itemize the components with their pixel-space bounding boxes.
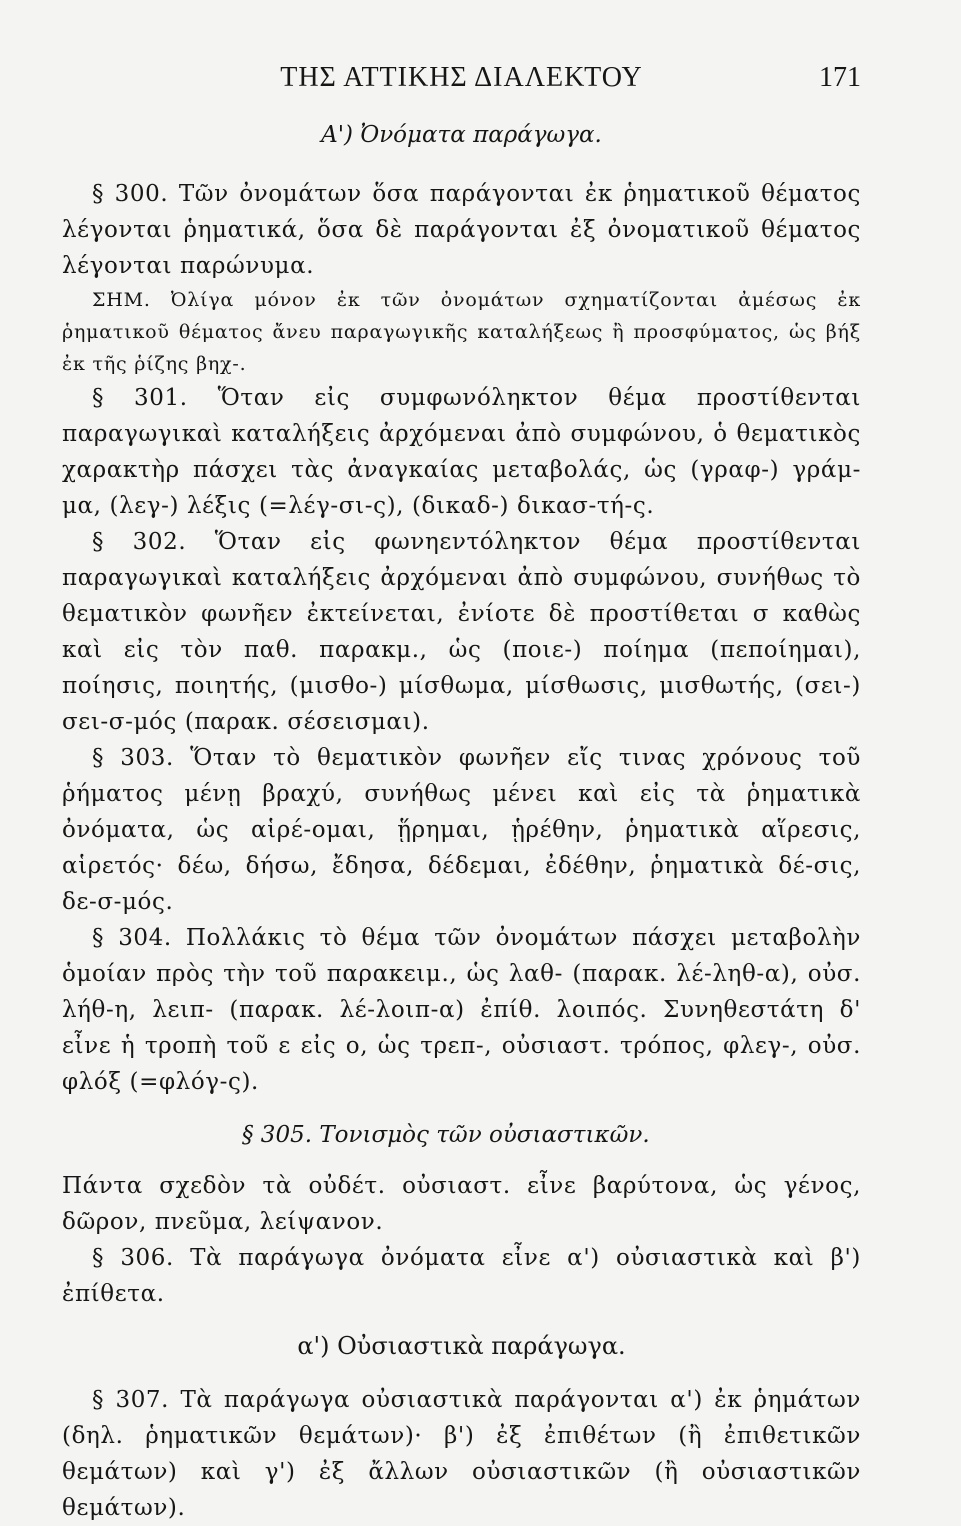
page-header — [62, 62, 861, 102]
paragraph-300: § 300. Τῶν ὀνομάτων ὅσα παράγονται ἐκ ῥηματικοῦ θέματος λέγονται ῥηματικά, ὅσα δὲ παράγονται ἐξ ὀνοματικοῦ θέματος λέγονται παρώνυμα. — [62, 181, 861, 279]
note-paragraph: ΣΗΜ. Ὀλίγα μόνον ἐκ τῶν ὀνομάτων σχηματίζονται ἀμέσως ἐκ ῥηματικοῦ θέματος ἄνευ παραγωγικῆς καταλήξεως ἢ προσφύματος, ὡς βήξ ἐκ τῆς ῥίζης βηχ-. — [62, 289, 861, 375]
paragraph-304: § 304. Πολλάκις τὸ θέμα τῶν ὀνομάτων πάσχει μεταβολὴν ὁμοίαν πρὸς τὴν τοῦ παρακειμ., ὡς λαθ- (παρακ. λέ-ληθ-α), οὐσ. λήθ-η, λειπ- (παρακ. λέ-λοιπ-α) ἐπίθ. λοιπός. Συνηθεστάτη δ' εἶνε ἡ τροπὴ τοῦ ε εἰς ο, ὡς τρεπ-, οὐσιαστ. τρόπος, φλεγ-, οὐσ. φλόξ (=φλόγ-ς). — [62, 925, 861, 1095]
running-head: ΤΗΣ ΑΤΤΙΚΗΣ ΔΙΑΛΕΚΤΟΥ — [280, 62, 643, 93]
paragraph-302: § 302. Ὅταν εἰς φωνηεντόληκτον θέμα προστίθενται παραγωγικαὶ καταλήξεις ἀρχόμεναι ἀπὸ συμφώνου, συνήθως τὸ θεματικὸν φωνῆεν ἐκτείνεται, ἐνίοτε δὲ προστίθεται σ καθὼς καὶ εἰς τὸν παθ. παρακμ., ὡς (ποιε-) ποίημα (πεποίημαι), ποίησις, ποιητής, (μισθο-) μίσθωμα, μίσθωσις, μισθωτής, (σει-) σει-σ-μός (παρακ. σέσεισμαι). — [62, 529, 861, 735]
paragraph-303: § 303. Ὅταν τὸ θεματικὸν φωνῆεν εἴς τινας χρόνους τοῦ ῥήματος μένῃ βραχύ, συνήθως μένει καὶ εἰς τὰ ῥηματικὰ ὀνόματα, ὡς αἱρέ-ομαι, ᾕρημαι, ᾑρέθην, ῥηματικὰ αἵρεσις, αἱρετός· δέω, δήσω, ἔδησα, δέδεμαι, ἐδέθην, ῥηματικὰ δέ-σις, δε-σ-μός. — [62, 745, 861, 915]
paragraph-301: § 301. Ὅταν εἰς συμφωνόληκτον θέμα προστίθενται παραγωγικαὶ καταλήξεις ἀρχόμεναι ἀπὸ συμφώνου, ὁ θεματικὸς χαρακτὴρ πάσχει τὰς ἀναγκαίας μεταβολάς, ὡς (γραφ-) γράμ-μα, (λεγ-) λέξις (=λέγ-σι-ς), (δικαδ-) δικασ-τή-ς. — [62, 385, 861, 519]
paragraph-306: § 306. Τὰ παράγωγα ὀνόματα εἶνε α') οὐσιαστικὰ καὶ β') ἐπίθετα. — [62, 1245, 861, 1307]
chapter-subheading: Α') Ὀνόματα παράγωγα. — [321, 122, 602, 148]
page-number: 171 — [819, 62, 861, 93]
paragraph-307: § 307. Τὰ παράγωγα οὐσιαστικὰ παράγονται α') ἐκ ῥημάτων (δηλ. ῥηματικῶν θεμάτων)· β') ἐξ ἐπιθέτων (ἢ ἐπιθετικῶν θεμάτων) καὶ γ') ἐξ ἄλλων οὐσιαστικῶν (ἢ οὐσιαστικῶν θεμάτων). — [62, 1387, 861, 1521]
subsection-title: α') Οὐσιαστικὰ παράγωγα. — [297, 1332, 626, 1360]
paragraph-305: Πάντα σχεδὸν τὰ οὐδέτ. οὐσιαστ. εἶνε βαρύτονα, ὡς γένος, δῶρον, πνεῦμα, λείψανον. — [62, 1173, 861, 1235]
section-305-title: § 305. Τονισμὸς τῶν οὐσιαστικῶν. — [242, 1122, 650, 1148]
